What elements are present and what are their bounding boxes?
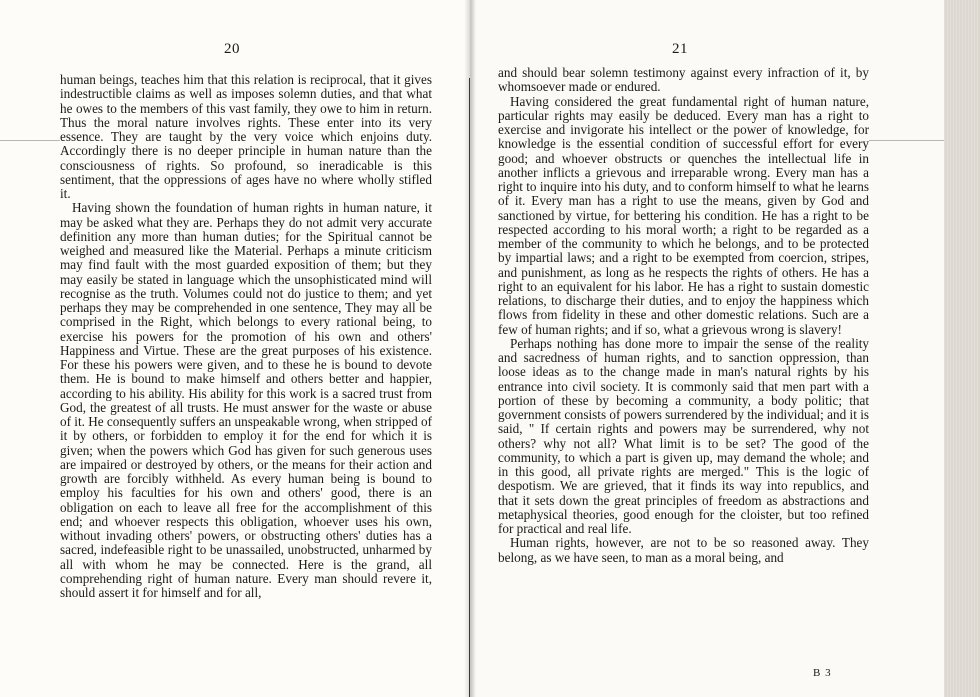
right-page-number: 21 bbox=[672, 41, 688, 57]
left-page bbox=[0, 0, 470, 697]
right-paragraph-4: Human rights, however, are not to be so reasoned away. They belong, as we have seen, to man as a moral being, and bbox=[498, 535, 869, 565]
gutter-line bbox=[469, 78, 470, 697]
signature-mark: B 3 bbox=[813, 667, 832, 679]
right-paragraph-1: and should bear solemn testimony against every infraction of it, by whomsoever made or endured. bbox=[498, 65, 869, 95]
left-paragraph-2: Having shown the foundation of human rights in human nature, it may be asked what they are. Perhaps they do not admit very accurate definition any more than human duties; for the Spiritual cannot be weighed and measured like the Material. Perhaps a minute criticism may find fault with the most guarded exposition of them; but they may easily be stated in language which the unsophisticated mind will recognise as the truth. Volumes could not do justice to them; and yet perhaps they may be comprehended in one sentence, They may all be comprised in the Right, which belongs to every rational being, to exercise his powers for the promotion of his own and others' Happiness and Virtue. These are the great purposes of his existence. For these his powers were given, and to these he is bound to devote them. He is bound to make himself and others better and happier, according to his ability. His ability for this work is a sacred trust from God, the greatest of all trusts. He must answer for the waste or abuse of it. He consequently suffers an unspeakable wrong, when stripped of it by others, or forbidden to employ it for the end for which it is given; when the powers which God has given for such generous uses are impaired or destroyed by others, or the means for their action and growth are forcibly withheld. As every human being is bound to employ his faculties for his own and others' good, there is an obligation on each to leave all free for the accomplishment of this end; and whoever respects this obligation, whoever uses his own, without invading others' powers, or obstructing others' duties has a sacred, indefeasible right to be unassailed, unobstructed, unharmed by all with whom he may be connected. Here is the grand, all comprehending right of human nature. Every man should revere it, should assert it for himself and for all, bbox=[60, 200, 432, 600]
gutter-shadow bbox=[464, 0, 476, 697]
fold-line-right bbox=[869, 140, 944, 141]
right-paragraph-2: Having considered the great fundamental right of human nature, particular rights may easily be deduced. Every man has a right to exercise and invigorate his intellect or the power of knowledge, for knowledge is the essential condition of successful effort for every good; and whoever obstructs or quenches the intellectual life in another inflicts a grievous and irreparable wrong. Every man has a right to inquire into his duty, and to conform himself to what he learns of it. Every man has a right to use the means, given by God and sanctioned by virtue, for bettering his condition. He has a right to be respected according to his moral worth; a right to be regarded as a member of the community to which he belongs, and to be protected by impartial laws; and a right to be exempted from coercion, stripes, and punishment, as long as he respects the rights of others. He has a right to an equivalent for his labor. He has a right to sustain domestic relations, to discharge their duties, and to enjoy the happiness which flows from fidelity in these and other domestic relations. Such are a few of human rights; and if so, what a grievous wrong is slavery! bbox=[498, 93, 869, 337]
fold-line-left bbox=[0, 140, 60, 141]
left-page-number: 20 bbox=[224, 41, 240, 57]
page-edges bbox=[944, 0, 980, 697]
right-page-body bbox=[498, 66, 869, 565]
right-paragraph-3: Perhaps nothing has done more to impair the sense of the reality and sacredness of human rights, and to sanction oppression, than loose ideas as to the change made in man's natural rights by his entrance into civil society. It is commonly said that men part with a portion of these by becoming a community, a body politic; that government consists of powers surrendered by the individual; and it is said, " If certain rights and powers may be surrendered, why not others? why not all? What limit is to be set? The good of the community, to which a part is given up, may demand the whole; and in this good, all private rights are merged." This is the logic of despotism. We are grieved, that it finds its way into republics, and that it sets down the great principles of freedom as abstractions and metaphysical theories, good enough for the cloister, but too refined for practical and real life. bbox=[498, 335, 869, 536]
left-page-body bbox=[60, 73, 432, 600]
left-paragraph-1: human beings, teaches him that this relation is reciprocal, that it gives indestructible claims as well as imposes solemn duties, and that what he owes to the members of this vast family, they owe to him in return. Thus the moral nature involves rights. These enter into its very essence. They are taught by the very voice which enjoins duty. Accordingly there is no deeper principle in human nature than the consciousness of rights. So profound, so ineradicable is this sentiment, that the oppressions of ages have no where wholly stifled it. bbox=[60, 72, 432, 201]
